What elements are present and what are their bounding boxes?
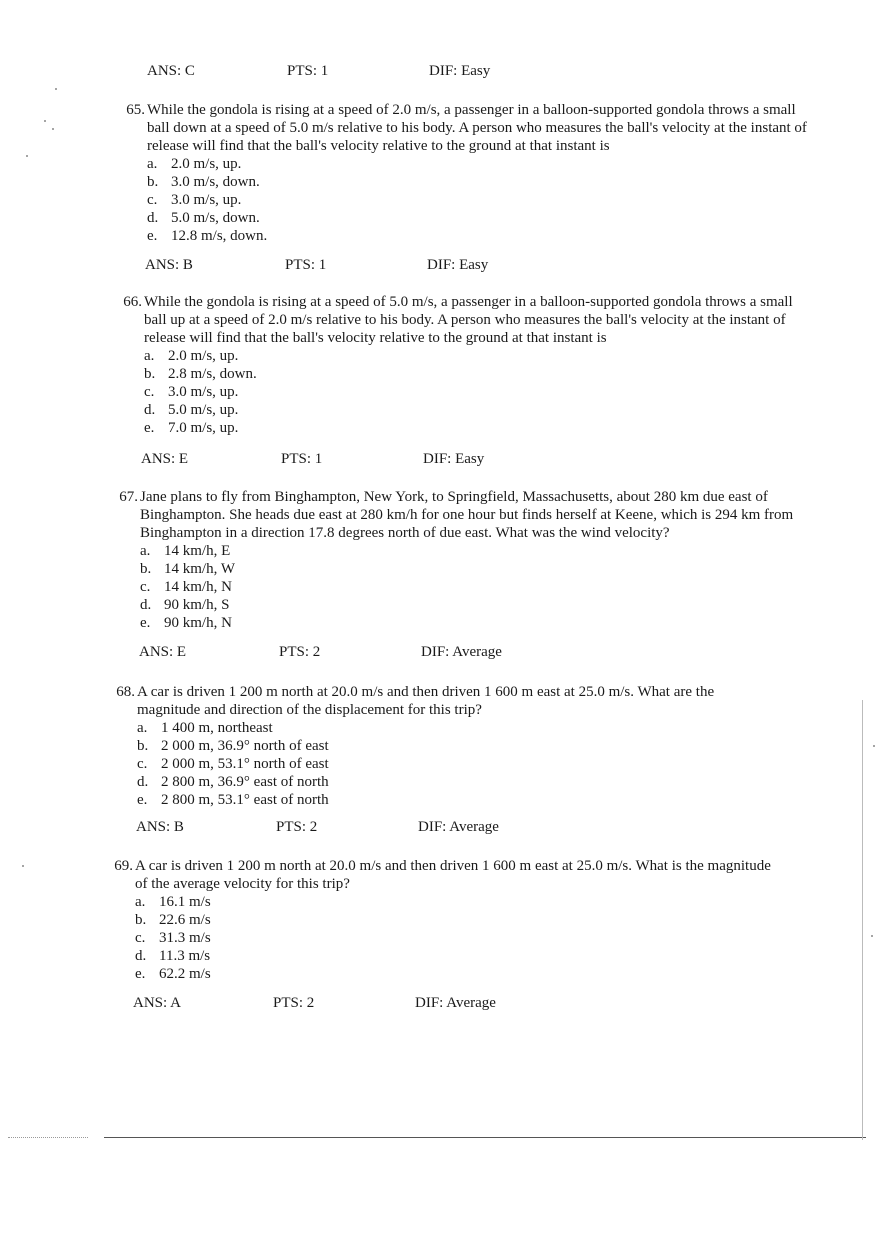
choice-text: 14 km/h, E	[164, 543, 231, 559]
choice-letter: b.	[147, 174, 159, 190]
choice-text: 2 000 m, 36.9° north of east	[161, 738, 329, 754]
question-text: While the gondola is rising at a speed of 5.0 m/s, a passenger in a balloon-supported gondola throws a small ball up at a speed of 2.0 m/s relative to his body. A person who measures the ball's velocity at the instant of release will find that the ball's velocity relative to the ground at that instant is	[144, 294, 793, 346]
choice-item	[140, 596, 800, 614]
points-label: PTS: 1	[287, 63, 329, 79]
choice-item	[147, 155, 807, 173]
choice-item	[140, 578, 800, 596]
page-right-edge-line	[862, 700, 863, 1140]
answer-label: ANS: A	[133, 995, 181, 1011]
choice-list	[140, 542, 800, 632]
choice-item	[137, 791, 777, 809]
choice-list	[137, 719, 777, 809]
question-65	[126, 101, 807, 245]
question-69	[114, 857, 775, 983]
choice-text: 2.0 m/s, up.	[168, 348, 239, 364]
scan-speck	[871, 935, 873, 937]
choice-item	[135, 947, 775, 965]
points-label: PTS: 2	[279, 644, 321, 660]
answer-label: ANS: B	[136, 819, 184, 835]
choice-letter: b.	[137, 738, 149, 754]
difficulty-label: DIF: Easy	[427, 257, 489, 273]
choice-letter: c.	[135, 930, 146, 946]
choice-text: 14 km/h, W	[164, 561, 235, 577]
question-66	[123, 293, 800, 437]
difficulty-label: DIF: Average	[415, 995, 496, 1011]
choice-letter: d.	[144, 402, 156, 418]
choice-letter: e.	[140, 615, 151, 631]
question-text: While the gondola is rising at a speed of 2.0 m/s, a passenger in a balloon-supported gondola throws a small ball down at a speed of 5.0 m/s relative to his body. A person who measures the ball's velocity at the instant of release will find that the ball's velocity relative to the ground at that instant is	[147, 102, 807, 154]
choice-letter: d.	[135, 948, 147, 964]
choice-letter: d.	[140, 597, 152, 613]
answer-label: ANS: E	[141, 451, 189, 467]
choice-text: 3.0 m/s, up.	[171, 192, 242, 208]
scan-speck	[26, 155, 28, 157]
question-68	[116, 683, 777, 809]
choice-item	[147, 191, 807, 209]
choice-item	[137, 737, 777, 755]
question-number: 66.	[123, 294, 142, 310]
choice-item	[137, 773, 777, 791]
choice-text: 90 km/h, S	[164, 597, 230, 613]
question-text: A car is driven 1 200 m north at 20.0 m/s and then driven 1 600 m east at 25.0 m/s. What is the magnitude of the average velocity for this trip?	[135, 858, 771, 892]
page-bottom-rule-left	[8, 1137, 88, 1138]
scan-speck	[55, 88, 57, 90]
question-number: 65.	[126, 102, 145, 118]
points-label: PTS: 1	[281, 451, 323, 467]
choice-text: 62.2 m/s	[159, 966, 211, 982]
choice-item	[137, 719, 777, 737]
answer-label: ANS: C	[147, 63, 195, 79]
question-number: 68.	[116, 684, 135, 700]
choice-item	[144, 365, 800, 383]
choice-text: 14 km/h, N	[164, 579, 232, 595]
difficulty-label: DIF: Easy	[429, 63, 491, 79]
choice-item	[144, 419, 800, 437]
points-label: PTS: 2	[276, 819, 318, 835]
choice-letter: e.	[135, 966, 146, 982]
choice-item	[140, 614, 800, 632]
choice-letter: d.	[137, 774, 149, 790]
choice-letter: c.	[137, 756, 148, 772]
question-text: Jane plans to fly from Binghampton, New York, to Springfield, Massachusetts, about 280 km due east of Binghampton. She heads due east at 280 km/h for one hour but finds herself at Keene, which is 294 km from Binghampton in a direction 17.8 degrees north of due east. What was the wind velocity?	[140, 489, 794, 541]
choice-text: 31.3 m/s	[159, 930, 211, 946]
choice-letter: b.	[135, 912, 147, 928]
choice-letter: a.	[147, 156, 158, 172]
choice-letter: a.	[137, 720, 148, 736]
choice-text: 1 400 m, northeast	[161, 720, 273, 736]
choice-item	[135, 965, 775, 983]
scan-speck	[52, 128, 54, 130]
choice-item	[144, 347, 800, 365]
scan-speck	[873, 745, 875, 747]
choice-text: 16.1 m/s	[159, 894, 211, 910]
choice-text: 3.0 m/s, up.	[168, 384, 239, 400]
choice-text: 2.8 m/s, down.	[168, 366, 257, 382]
choice-text: 90 km/h, N	[164, 615, 232, 631]
choice-text: 22.6 m/s	[159, 912, 211, 928]
question-number: 67.	[119, 489, 138, 505]
choice-letter: c.	[140, 579, 151, 595]
choice-letter: e.	[137, 792, 148, 808]
choice-letter: a.	[135, 894, 146, 910]
choice-text: 2.0 m/s, up.	[171, 156, 242, 172]
choice-letter: b.	[140, 561, 152, 577]
choice-list	[144, 347, 800, 437]
choice-text: 5.0 m/s, down.	[171, 210, 260, 226]
choice-text: 11.3 m/s	[159, 948, 211, 964]
page-bottom-rule	[104, 1137, 866, 1138]
points-label: PTS: 2	[273, 995, 315, 1011]
choice-text: 3.0 m/s, down.	[171, 174, 260, 190]
choice-item	[135, 893, 775, 911]
choice-item	[135, 929, 775, 947]
choice-letter: a.	[140, 543, 151, 559]
choice-list	[147, 155, 807, 245]
choice-letter: c.	[147, 192, 158, 208]
choice-letter: d.	[147, 210, 159, 226]
question-number: 69.	[114, 858, 133, 874]
choice-item	[140, 542, 800, 560]
choice-item	[144, 401, 800, 419]
choice-item	[137, 755, 777, 773]
choice-letter: c.	[144, 384, 155, 400]
answer-label: ANS: E	[139, 644, 187, 660]
choice-text: 2 800 m, 53.1° east of north	[161, 792, 329, 808]
question-text: A car is driven 1 200 m north at 20.0 m/s and then driven 1 600 m east at 25.0 m/s. What are the magnitude and direction of the displacement for this trip?	[137, 684, 715, 718]
answer-label: ANS: B	[145, 257, 193, 273]
choice-item	[147, 173, 807, 191]
choice-text: 7.0 m/s, up.	[168, 420, 239, 436]
choice-item	[147, 227, 807, 245]
difficulty-label: DIF: Average	[418, 819, 499, 835]
choice-text: 5.0 m/s, up.	[168, 402, 239, 418]
choice-item	[144, 383, 800, 401]
scan-speck	[22, 865, 24, 867]
choice-text: 2 000 m, 53.1° north of east	[161, 756, 329, 772]
choice-letter: a.	[144, 348, 155, 364]
scan-speck	[44, 120, 46, 122]
choice-item	[135, 911, 775, 929]
choice-letter: e.	[144, 420, 155, 436]
question-67	[119, 488, 800, 632]
difficulty-label: DIF: Average	[421, 644, 502, 660]
points-label: PTS: 1	[285, 257, 327, 273]
choice-letter: b.	[144, 366, 156, 382]
difficulty-label: DIF: Easy	[423, 451, 485, 467]
choice-list	[135, 893, 775, 983]
choice-text: 12.8 m/s, down.	[171, 228, 268, 244]
choice-letter: e.	[147, 228, 158, 244]
choice-text: 2 800 m, 36.9° east of north	[161, 774, 329, 790]
choice-item	[140, 560, 800, 578]
choice-item	[147, 209, 807, 227]
